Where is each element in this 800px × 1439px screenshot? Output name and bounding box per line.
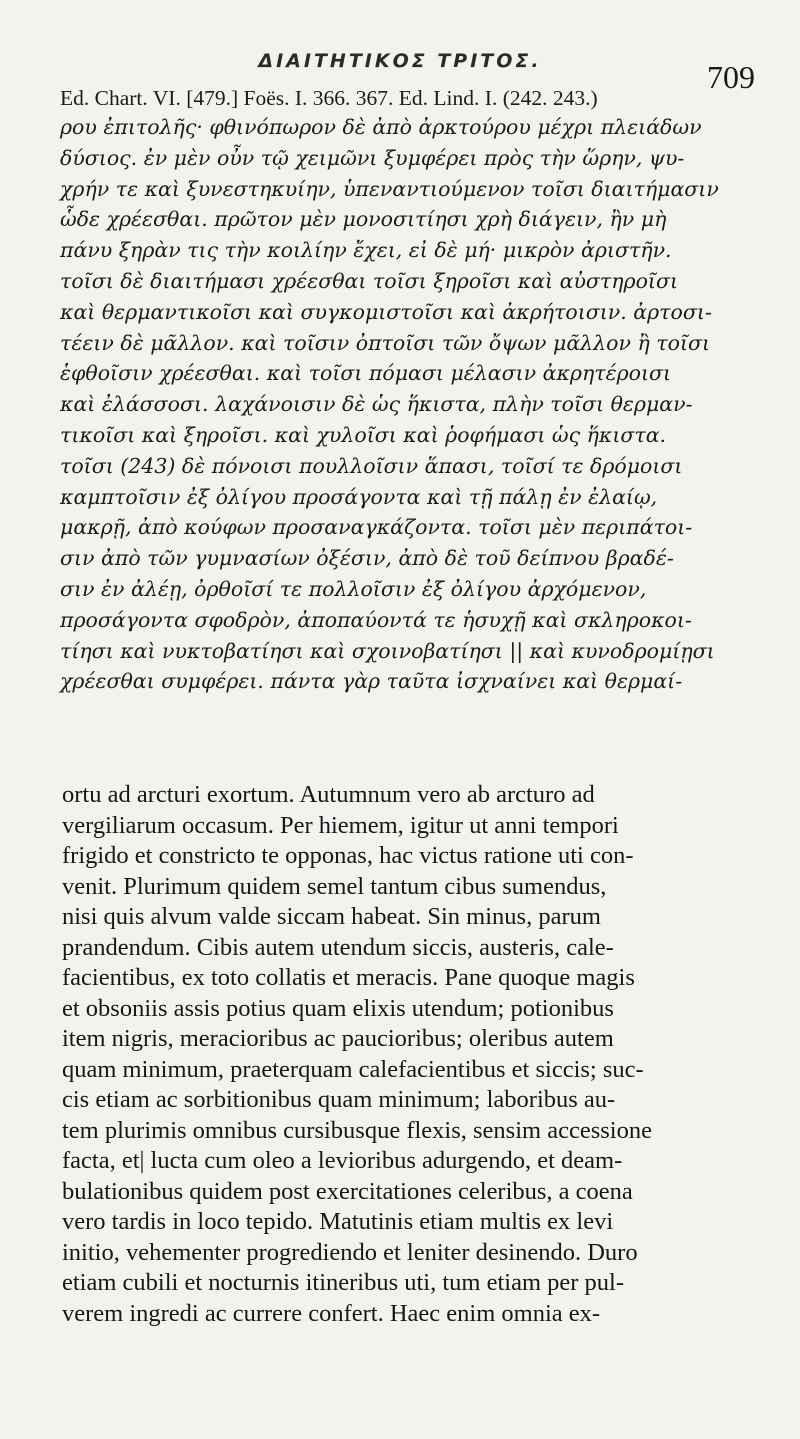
greek-text-line: προσάγοντα σφοδρὸν, ἀποπαύοντά τε ἡσυχῇ καὶ σκληροκοι- — [60, 607, 692, 632]
latin-text-line: vero tardis in loco tepido. Matutinis etiam multis ex levi — [62, 1208, 614, 1235]
greek-text-line: ὧδε χρέεσθαι. πρῶτον μὲν μονοσιτίησι χρὴ διάγειν, ἢν μὴ — [60, 207, 667, 232]
greek-text-line: καμπτοῖσιν ἐξ ὀλίγου προσάγοντα καὶ τῇ πάλῃ ἐν ἐλαίῳ, — [60, 484, 658, 509]
greek-text-line: ἑφθοῖσιν χρέεσθαι. καὶ τοῖσι πόμασι μέλασιν ἀκρητέροισι — [60, 361, 672, 386]
latin-text-line: verem ingredi ac currere confert. Haec enim omnia ex- — [62, 1299, 601, 1327]
latin-text-line: initio, vehementer progrediendo et leniter desinendo. Duro — [62, 1238, 638, 1266]
greek-text-line: καὶ ἐλάσσοσι. λαχάνοισιν δὲ ὡς ἥκιστα, πλὴν τοῖσι θερμαν- — [60, 392, 693, 417]
greek-text-line: σιν ἐν ἀλέῃ, ὀρθοῖσί τε πολλοῖσιν ἐξ ὀλίγου ἀρχόμενον, — [60, 576, 647, 601]
latin-text-line: prandendum. Cibis autem utendum siccis, austeris, cale- — [62, 933, 614, 961]
greek-text-line: τοῖσι δὲ διαιτήμασι χρέεσθαι τοῖσι ξηροῖσι καὶ αὐστηροῖσι — [60, 268, 678, 293]
latin-text-block — [62, 780, 762, 1329]
greek-text-line: καὶ θερμαντικοῖσι καὶ συγκομιστοῖσι καὶ ἀκρήτοισιν. ἀρτοσι- — [60, 299, 712, 324]
latin-text-line: facta, et| lucta cum oleo a levioribus adurgendo, et deam- — [62, 1147, 623, 1174]
latin-text-line: tem plurimis omnibus cursibusque flexis, sensim accessione — [62, 1116, 652, 1144]
latin-text-line: et obsoniis assis potius quam elixis utendum; potionibus — [62, 994, 614, 1022]
greek-text-line: τέειν δὲ μᾶλλον. καὶ τοῖσιν ὀπτοῖσι τῶν ὄψων μᾶλλον ἢ τοῖσι — [60, 330, 711, 355]
latin-text-line: frigido et constricto te opponas, hac victus ratione uti con- — [62, 842, 634, 869]
greek-text-line: τίησι καὶ νυκτοβατίησι καὶ σχοινοβατίησι || καὶ κυνοδρομίῃσι — [60, 638, 715, 663]
latin-text-line: etiam cubili et nocturnis itineribus uti, tum etiam per pul- — [62, 1269, 625, 1296]
greek-text-line: τοῖσι (243) δὲ πόνοισι πουλλοῖσιν ἅπασι, τοῖσί τε δρόμοισι — [60, 453, 683, 478]
greek-text-line: σιν ἀπὸ τῶν γυμνασίων ὀξέσιν, ἀπὸ δὲ τοῦ δείπνου βραδέ- — [60, 546, 674, 571]
greek-text-line: τικοῖσι καὶ ξηροῖσι. καὶ χυλοῖσι καὶ ῥοφήμασι ὡς ἥκιστα. — [60, 422, 667, 447]
greek-text-line: δύσιος. ἐν μὲν οὖν τῷ χειμῶνι ξυμφέρει πρὸς τὴν ὥρην, ψυ- — [60, 145, 685, 170]
greek-text-line: ρου ἐπιτολῆς· φθινόπωρον δὲ ἀπὸ ἀρκτούρου μέχρι πλειάδων — [60, 115, 702, 139]
latin-text-line: ortu ad arcturi exortum. Autumnum vero ab arcturo ad — [62, 781, 595, 808]
latin-text-line: facientibus, ex toto collatis et meracis. Pane quoque magis — [62, 964, 635, 991]
greek-text-block — [60, 112, 760, 697]
running-title: ΔΙΑΙΤΗΤΙΚΟΣ ΤΡΙΤΟΣ. — [258, 50, 542, 72]
page-number: 709 — [707, 59, 755, 95]
latin-text-line: quam minimum, praeterquam calefacientibus et siccis; suc- — [62, 1055, 644, 1083]
latin-text-line: cis etiam ac sorbitionibus quam minimum; laboribus au- — [62, 1086, 616, 1113]
latin-text-line: venit. Plurimum quidem semel tantum cibus sumendus, — [62, 872, 607, 900]
latin-text-line: vergiliarum occasum. Per hiemem, igitur ut anni tempori — [62, 811, 619, 839]
latin-text-line: bulationibus quidem post exercitationes celeribus, a coena — [62, 1177, 633, 1205]
edition-reference-line: Ed. Chart. VI. [479.] Foës. I. 366. 367. Ed. Lind. I. (242. 243.) — [60, 86, 598, 110]
greek-text-line: μακρῇ, ἀπὸ κούφων προσαναγκάζοντα. τοῖσι μὲν περιπάτοι- — [60, 515, 693, 540]
latin-text-line: item nigris, meracioribus ac paucioribus; oleribus autem — [62, 1025, 614, 1052]
greek-text-line: χρέεσθαι συμφέρει. πάντα γὰρ ταῦτα ἰσχναίνει καὶ θερμαί- — [60, 669, 683, 694]
greek-text-line: χρήν τε καὶ ξυνεστηκυίην, ὑπεναντιούμενον τοῖσι διαιτήμασιν — [60, 176, 719, 201]
greek-text-line: πάνυ ξηρὰν τις τὴν κοιλίην ἔχει, εἰ δὲ μή· μικρὸν ἀριστῆν. — [60, 238, 672, 263]
latin-text-line: nisi quis alvum valde siccam habeat. Sin minus, parum — [62, 903, 601, 930]
